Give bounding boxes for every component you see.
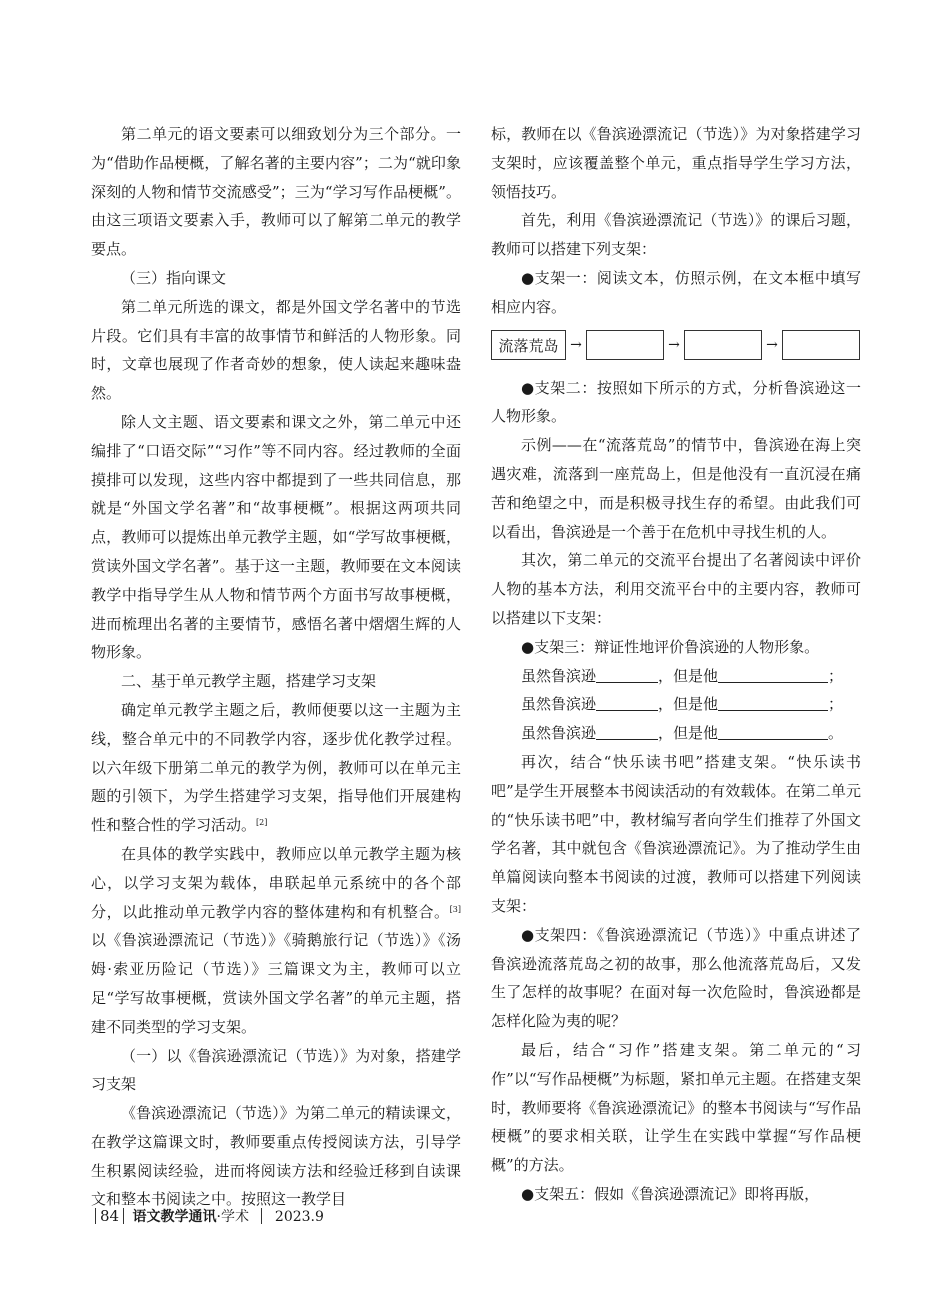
paragraph: 第二单元的语文要素可以细致划分为三个部分。一为“借助作品梗概，了解名著的主要内容”；二为“就印象深刻的人物和情节交流感受”；三为“学习写作品梗概”。由这三项语文要素入手，教师可以了解第二单元的教学要点。 bbox=[91, 125, 461, 259]
fill-text: ，但是他 bbox=[658, 666, 719, 685]
paragraph-text: 以《鲁滨逊漂流记（节选）》《骑鹅旅行记（节选）》《汤姆·索亚历险记（节选）》三篇课文为主，教师可以立足“学写故事梗概，赏读外国文学名著”的单元主题，搭建不同类型的学习支架。 bbox=[91, 931, 461, 1036]
paragraph: 最后，结合“习作”搭建支架。第二单元的“习作”以“写作品梗概”为标题，紧扣单元主题。在搭建支架时，教师要将《鲁滨逊漂流记》的整本书阅读与“写作品梗概”的要求相关联，让学生在实践中掌握“写作品梗概”的方法。 bbox=[491, 1040, 861, 1175]
paragraph: 再次，结合“快乐读书吧”搭建支架。“快乐读书吧”是学生开展整本书阅读活动的有效载体。在第二单元的“快乐读书吧”中，教材编写者向学生们推荐了外国文学名著，其中就包含《鲁滨逊漂流记》。为了推动学生由单篇阅读向整本书阅读的过渡，教师可以搭建下列阅读支架： bbox=[491, 752, 861, 915]
blank-underline bbox=[718, 664, 828, 683]
blank-underline bbox=[596, 692, 658, 711]
fill-text: ，但是他 bbox=[658, 695, 719, 714]
plot-flow-diagram bbox=[491, 330, 861, 366]
paragraph bbox=[91, 696, 461, 840]
arrow-icon: → bbox=[570, 336, 582, 353]
right-column bbox=[491, 120, 861, 1209]
journal-section: ·学术 bbox=[216, 1209, 249, 1225]
scaffold-item: ●支架四：《鲁滨逊漂流记（节选）》中重点讲述了鲁滨逊流落荒岛之初的故事，那么他流落荒岛后，又发生了怎样的故事呢？在面对每一次危险时，鲁滨逊都是怎样化险为夷的呢？ bbox=[491, 925, 861, 1031]
fill-blank-line bbox=[491, 690, 861, 719]
section-heading: （三）指向课文 bbox=[121, 268, 227, 287]
paragraph: 标，教师在以《鲁滨逊漂流记（节选）》为对象搭建学习支架时，应该覆盖整个单元，重点指导学生学习方法，领悟技巧。 bbox=[491, 125, 861, 201]
left-column bbox=[91, 120, 461, 1214]
divider bbox=[95, 1208, 96, 1224]
divider bbox=[123, 1208, 124, 1224]
fill-blank-line bbox=[491, 719, 861, 748]
scaffold-item: ●支架二：按照如下所示的方式，分析鲁滨逊这一人物形象。 bbox=[491, 378, 861, 426]
paragraph: 第二单元所选的课文，都是外国文学名著中的节选片段。它们具有丰富的故事情节和鲜活的人物形象。同时，文章也展现了作者奇妙的想象，使人读起来趣味盎然。 bbox=[91, 297, 461, 403]
scaffold-item: ●支架五：假如《鲁滨逊漂流记》即将再版， bbox=[521, 1184, 820, 1203]
fill-text: 。 bbox=[828, 724, 844, 743]
paragraph: 示例——在“流落荒岛”的情节中，鲁滨逊在海上突遇灾难，流落到一座荒岛上，但是他没有一直沉浸在痛苦和绝望之中，而是积极寻找生存的希望。由此我们可以看出，鲁滨逊是一个善于在危机中寻找生机的人。 bbox=[491, 436, 861, 541]
blank-underline bbox=[596, 721, 658, 740]
fill-text: ； bbox=[828, 666, 844, 685]
paragraph-text: 在具体的教学实践中，教师应以单元教学主题为核心，以学习支架为载体，串联起单元系统中的各个部分，以此推动单元教学内容的整体建构和有机整合。 bbox=[91, 844, 461, 921]
paragraph-text: 确定单元教学主题之后，教师便要以这一主题为主线，整合单元中的不同教学内容，逐步优化教学过程。以六年级下册第二单元的教学为例，教师可以在单元主题的引领下，为学生搭建学习支架，指导他们开展建构性和整合性的学习活动。 bbox=[91, 700, 461, 835]
page-footer bbox=[91, 1204, 324, 1229]
fill-text: 虽然鲁滨逊 bbox=[521, 695, 597, 714]
fill-text: ； bbox=[828, 695, 844, 714]
citation-ref: [2] bbox=[256, 818, 268, 828]
citation-ref: [3] bbox=[449, 904, 461, 914]
blank-underline bbox=[718, 692, 828, 711]
journal-name: 语文教学通讯 bbox=[132, 1209, 217, 1225]
blank-underline bbox=[718, 721, 828, 740]
section-heading: 二、基于单元教学主题，搭建学习支架 bbox=[121, 672, 377, 691]
fill-text: ，但是他 bbox=[658, 724, 719, 743]
scaffold-item: ●支架一：阅读文本，仿照示例，在文本框中填写相应内容。 bbox=[491, 268, 861, 316]
flow-box-blank bbox=[782, 330, 860, 360]
scaffold-item: ●支架三：辩证性地评价鲁滨逊的人物形象。 bbox=[521, 637, 820, 656]
issue-date: 2023.9 bbox=[274, 1209, 324, 1225]
arrow-icon: → bbox=[668, 336, 680, 353]
paragraph bbox=[91, 840, 461, 1042]
flow-box-first: 流落荒岛 bbox=[491, 330, 566, 360]
blank-underline bbox=[596, 664, 658, 683]
paragraph: 除人文主题、语文要素和课文之外，第二单元中还编排了“口语交际”“习作”等不同内容。经过教师的全面摸排可以发现，这些内容中都提到了一些共同信息，那就是“外国文学名著”和“故事梗概”。根据这两项共同点，教师可以提炼出单元教学主题，如“学写故事梗概，赏读外国文学名著”。基于这一主题，教师要在文本阅读教学中指导学生从人物和情节两个方面书写故事梗概，进而梳理出名著的主要情节，感悟名著中熠熠生辉的人物形象。 bbox=[91, 412, 461, 662]
arrow-icon: → bbox=[766, 336, 778, 353]
paragraph: 其次，第二单元的交流平台提出了名著阅读中评价人物的基本方法，利用交流平台中的主要内容，教师可以搭建以下支架： bbox=[491, 551, 861, 627]
paragraph: 《鲁滨逊漂流记（节选）》为第二单元的精读课文，在教学这篇课文时，教师要重点传授阅读方法，引导学生积累阅读经验，进而将阅读方法和经验迁移到自读课文和整本书阅读之中。按照这一教学目 bbox=[91, 1104, 461, 1209]
fill-blank-line bbox=[491, 662, 861, 691]
section-heading: （一）以《鲁滨逊漂流记（节选）》为对象，搭建学习支架 bbox=[91, 1046, 461, 1094]
divider bbox=[261, 1208, 262, 1224]
fill-text: 虽然鲁滨逊 bbox=[521, 724, 597, 743]
fill-text: 虽然鲁滨逊 bbox=[521, 666, 597, 685]
paragraph: 首先，利用《鲁滨逊漂流记（节选）》的课后习题，教师可以搭建下列支架： bbox=[491, 211, 861, 259]
page-number: 84 bbox=[100, 1207, 120, 1225]
flow-box-blank bbox=[684, 330, 762, 360]
flow-box-blank bbox=[586, 330, 664, 360]
